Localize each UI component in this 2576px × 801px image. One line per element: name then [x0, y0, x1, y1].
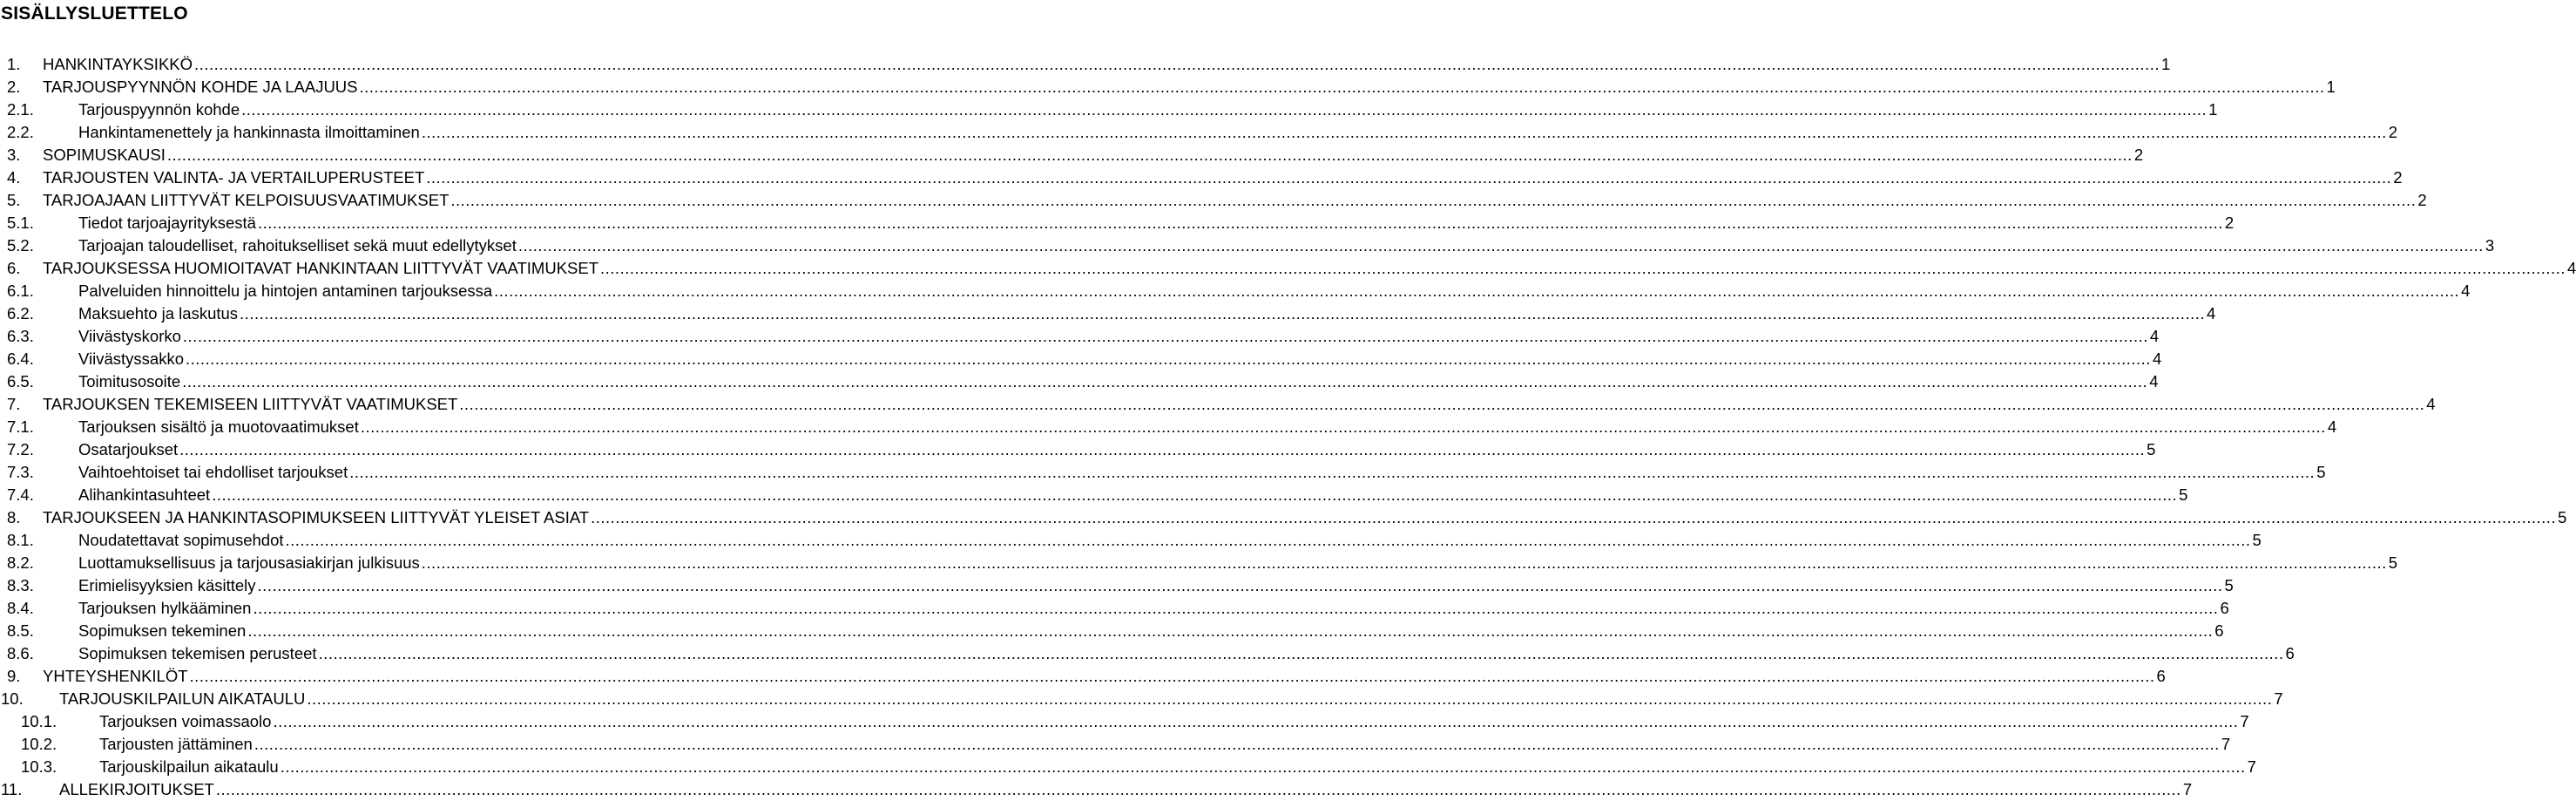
- toc-dot-leader: ................................................................................................................................................................................................................................................................................................................................................................................................................: [450, 191, 2417, 209]
- toc-entry-page: 2: [2224, 214, 2235, 232]
- toc-entry-page: 2: [2388, 123, 2398, 141]
- toc-entry-number: 10.2.: [21, 735, 57, 753]
- toc-entry-title: Viivästyskorko: [78, 325, 183, 348]
- toc-entry-page: 6: [2285, 644, 2295, 662]
- toc-entry-title: Palveluiden hinnoittelu ja hintojen antaminen tarjouksessa: [78, 280, 494, 302]
- toc-entry-number: 2.1.: [7, 100, 34, 119]
- toc-entry-title: Sopimuksen tekemisen perusteet: [78, 642, 319, 665]
- toc-entry-number: 6.1.: [7, 282, 34, 300]
- toc-dot-leader: ................................................................................................................................................................................................................................................................................................................................................................................................................: [212, 485, 2178, 504]
- toc-entry[interactable]: [0, 529, 2262, 552]
- toc-dot-leader: ................................................................................................................................................................................................................................................................................................................................................................................................................: [182, 327, 2148, 345]
- toc-entry-page: 1: [2208, 100, 2218, 119]
- toc-entry-title: Maksuehto ja laskutus: [78, 302, 240, 325]
- toc-entry-number: 5.: [7, 191, 21, 209]
- toc-dot-leader: ................................................................................................................................................................................................................................................................................................................................................................................................................: [185, 350, 2151, 368]
- toc-dot-leader: ................................................................................................................................................................................................................................................................................................................................................................................................................: [215, 780, 2181, 798]
- toc-entry-number: 11.: [1, 780, 23, 798]
- toc-entry-number: 10.1.: [21, 712, 57, 730]
- toc-entry[interactable]: [0, 733, 2231, 756]
- toc-dot-leader: ................................................................................................................................................................................................................................................................................................................................................................................................................: [273, 712, 2239, 730]
- toc-entry-title: Luottamuksellisuus ja tarjousasiakirjan julkisuus: [78, 552, 422, 574]
- toc-entry-number: 2.2.: [7, 123, 34, 141]
- toc-entry-number: 8.4.: [7, 599, 34, 617]
- table-of-contents: [0, 53, 2576, 801]
- toc-entry-title: TARJOUKSESSA HUOMIOITAVAT HANKINTAAN LIITTYVÄT VAATIMUKSET: [43, 257, 600, 280]
- toc-entry-page: 6: [2220, 599, 2229, 617]
- toc-dot-leader: ................................................................................................................................................................................................................................................................................................................................................................................................................: [494, 282, 2460, 300]
- toc-entry[interactable]: [0, 688, 2283, 710]
- toc-entry-number: 8.5.: [7, 621, 34, 640]
- toc-entry-title: TARJOUKSEN TEKEMISEEN LIITTYVÄT VAATIMUKSET: [43, 393, 459, 416]
- toc-entry-number: 10.3.: [21, 757, 57, 776]
- toc-entry-title: Tarjouksen hylkääminen: [78, 597, 253, 620]
- toc-entry[interactable]: [0, 257, 2576, 280]
- toc-entry-page: 5: [2558, 508, 2567, 526]
- toc-entry-page: 1: [2326, 78, 2336, 96]
- toc-entry-page: 5: [2316, 463, 2326, 481]
- toc-entry-page: 7: [2240, 712, 2249, 730]
- toc-entry-title: TARJOUSTEN VALINTA- JA VERTAILUPERUSTEET: [43, 166, 426, 189]
- toc-entry-page: 2: [2417, 191, 2427, 209]
- toc-dot-leader: ................................................................................................................................................................................................................................................................................................................................................................................................................: [359, 78, 2325, 96]
- toc-entry-page: 7: [2221, 735, 2231, 753]
- toc-entry[interactable]: [0, 506, 2567, 529]
- toc-entry[interactable]: [0, 393, 2436, 416]
- toc-entry-page: 4: [2461, 282, 2471, 300]
- toc-entry[interactable]: [0, 484, 2188, 506]
- toc-entry-number: 6.2.: [7, 304, 34, 322]
- toc-entry-page: 4: [2149, 327, 2160, 345]
- toc-entry[interactable]: [0, 461, 2326, 484]
- toc-entry[interactable]: [0, 348, 2162, 370]
- toc-entry[interactable]: [0, 438, 2156, 461]
- toc-dot-leader: ................................................................................................................................................................................................................................................................................................................................................................................................................: [307, 689, 2273, 708]
- toc-dot-leader: ................................................................................................................................................................................................................................................................................................................................................................................................................: [253, 599, 2219, 617]
- toc-dot-leader: ................................................................................................................................................................................................................................................................................................................................................................................................................: [240, 304, 2206, 322]
- toc-entry[interactable]: [0, 325, 2160, 348]
- toc-entry-page: 2: [2133, 146, 2144, 164]
- toc-entry-title: SOPIMUSKAUSI: [43, 144, 167, 166]
- toc-entry-title: TARJOUKSEEN JA HANKINTASOPIMUKSEEN LIITTYVÄT YLEISET ASIAT: [43, 506, 591, 529]
- toc-entry-page: 5: [2388, 553, 2398, 572]
- toc-entry[interactable]: [0, 166, 2403, 189]
- toc-entry[interactable]: [0, 370, 2159, 393]
- toc-entry-title: Sopimuksen tekeminen: [78, 620, 247, 642]
- toc-entry-title: Noudatettavat sopimusehdot: [78, 529, 286, 552]
- toc-entry-title: Erimielisyyksien käsittely: [78, 574, 258, 597]
- toc-entry[interactable]: [0, 189, 2427, 212]
- toc-entry-page: 4: [2327, 417, 2337, 436]
- toc-entry-page: 3: [2485, 236, 2495, 255]
- toc-entry-number: 5.1.: [7, 214, 34, 232]
- toc-entry-page: 7: [2247, 757, 2256, 776]
- toc-entry[interactable]: [0, 212, 2235, 234]
- toc-entry[interactable]: [0, 76, 2336, 98]
- toc-entry-title: HANKINTAYKSIKKÖ: [43, 53, 194, 76]
- toc-entry[interactable]: [0, 620, 2224, 642]
- toc-entry-number: 2.: [7, 78, 21, 96]
- toc-entry-title: Alihankintasuhteet: [78, 484, 212, 506]
- toc-entry-number: 8.1.: [7, 531, 34, 549]
- toc-entry[interactable]: [0, 144, 2144, 166]
- toc-dot-leader: ................................................................................................................................................................................................................................................................................................................................................................................................................: [421, 553, 2387, 572]
- toc-entry-number: 1.: [7, 55, 21, 73]
- toc-dot-leader: ................................................................................................................................................................................................................................................................................................................................................................................................................: [254, 735, 2220, 753]
- toc-entry[interactable]: [0, 574, 2234, 597]
- toc-entry-title: ALLEKIRJOITUKSET: [59, 778, 216, 801]
- toc-dot-leader: ................................................................................................................................................................................................................................................................................................................................................................................................................: [421, 123, 2387, 141]
- toc-dot-leader: ................................................................................................................................................................................................................................................................................................................................................................................................................: [280, 757, 2246, 776]
- toc-dot-leader: ................................................................................................................................................................................................................................................................................................................................................................................................................: [285, 531, 2251, 549]
- toc-entry-page: 5: [2224, 576, 2234, 594]
- toc-entry[interactable]: [0, 280, 2471, 302]
- toc-entry-page: 2: [2393, 168, 2403, 187]
- toc-entry-title: Toimitusosoite: [78, 370, 182, 393]
- toc-entry-title: Hankintamenettely ja hankinnasta ilmoittaminen: [78, 121, 422, 144]
- toc-dot-leader: ................................................................................................................................................................................................................................................................................................................................................................................................................: [194, 55, 2160, 73]
- toc-entry-page: 1: [2161, 55, 2171, 73]
- toc-entry[interactable]: [0, 53, 2171, 76]
- toc-entry-title: Tarjouksen voimassaolo: [99, 710, 273, 733]
- toc-dot-leader: ................................................................................................................................................................................................................................................................................................................................................................................................................: [247, 621, 2214, 640]
- toc-entry-page: 5: [2147, 440, 2156, 458]
- toc-dot-leader: ................................................................................................................................................................................................................................................................................................................................................................................................................: [166, 146, 2133, 164]
- toc-entry-title: Tarjousten jättäminen: [99, 733, 254, 756]
- toc-dot-leader: ................................................................................................................................................................................................................................................................................................................................................................................................................: [349, 463, 2316, 481]
- toc-entry-number: 7.1.: [7, 417, 34, 436]
- toc-entry-page: 4: [2207, 304, 2216, 322]
- toc-entry-page: 7: [2274, 689, 2283, 708]
- toc-entry-title: Tarjouskilpailun aikataulu: [99, 756, 281, 778]
- toc-entry-title: TARJOUSPYYNNÖN KOHDE JA LAAJUUS: [43, 76, 360, 98]
- toc-dot-leader: ................................................................................................................................................................................................................................................................................................................................................................................................................: [459, 395, 2425, 413]
- toc-entry-number: 9.: [7, 667, 21, 685]
- toc-entry[interactable]: [0, 642, 2295, 665]
- toc-entry-page: 4: [2426, 395, 2436, 413]
- toc-entry-title: TARJOUSKILPAILUN AIKATAULU: [59, 688, 307, 710]
- toc-entry-number: 8.2.: [7, 553, 34, 572]
- toc-entry[interactable]: [0, 121, 2398, 144]
- toc-entry[interactable]: [0, 710, 2249, 733]
- toc-entry-page: 7: [2182, 780, 2193, 798]
- toc-entry-number: 6.5.: [7, 372, 34, 390]
- toc-dot-leader: ................................................................................................................................................................................................................................................................................................................................................................................................................: [241, 100, 2208, 119]
- toc-entry-number: 4.: [7, 168, 21, 187]
- toc-dot-leader: ................................................................................................................................................................................................................................................................................................................................................................................................................: [182, 372, 2148, 390]
- toc-entry[interactable]: [0, 416, 2337, 438]
- toc-entry-title: Tarjouspyynnön kohde: [78, 98, 241, 121]
- toc-entry-page: 4: [2566, 259, 2576, 277]
- toc-dot-leader: ................................................................................................................................................................................................................................................................................................................................................................................................................: [257, 214, 2223, 232]
- toc-entry-page: 4: [2149, 372, 2159, 390]
- toc-entry-title: Tiedot tarjoajayrityksestä: [78, 212, 258, 234]
- toc-entry-title: YHTEYSHENKILÖT: [43, 665, 190, 688]
- toc-dot-leader: ................................................................................................................................................................................................................................................................................................................................................................................................................: [257, 576, 2223, 594]
- toc-entry-page: 5: [2252, 531, 2262, 549]
- toc-entry[interactable]: [0, 756, 2256, 778]
- toc-entry-title: Tarjoajan taloudelliset, rahoitukselliset sekä muut edellytykset: [78, 234, 518, 257]
- toc-dot-leader: ................................................................................................................................................................................................................................................................................................................................................................................................................: [600, 259, 2566, 277]
- toc-entry-number: 8.3.: [7, 576, 34, 594]
- toc-entry-number: 6.: [7, 259, 21, 277]
- toc-entry-number: 7.: [7, 395, 21, 413]
- toc-entry-number: 7.3.: [7, 463, 34, 481]
- toc-entry[interactable]: [0, 597, 2229, 620]
- toc-entry-page: 6: [2156, 667, 2166, 685]
- toc-entry-number: 7.2.: [7, 440, 34, 458]
- toc-dot-leader: ................................................................................................................................................................................................................................................................................................................................................................................................................: [179, 440, 2146, 458]
- toc-entry-title: Viivästyssakko: [78, 348, 186, 370]
- toc-entry-title: Vaihtoehtoiset tai ehdolliset tarjoukset: [78, 461, 349, 484]
- toc-dot-leader: ................................................................................................................................................................................................................................................................................................................................................................................................................: [318, 644, 2284, 662]
- toc-entry-title: Tarjouksen sisältö ja muotovaatimukset: [78, 416, 361, 438]
- toc-entry-page: 4: [2152, 350, 2162, 368]
- page-title: SISÄLLYSLUETTELO: [1, 3, 188, 24]
- toc-dot-leader: ................................................................................................................................................................................................................................................................................................................................................................................................................: [517, 236, 2484, 255]
- toc-entry-page: 6: [2214, 621, 2224, 640]
- toc-entry[interactable]: [0, 302, 2216, 325]
- toc-entry[interactable]: [0, 98, 2218, 121]
- toc-entry-number: 5.2.: [7, 236, 34, 255]
- toc-entry[interactable]: [0, 552, 2398, 574]
- toc-entry[interactable]: [0, 234, 2495, 257]
- toc-dot-leader: ................................................................................................................................................................................................................................................................................................................................................................................................................: [360, 417, 2326, 436]
- toc-entry-title: Osatarjoukset: [78, 438, 179, 461]
- toc-dot-leader: ................................................................................................................................................................................................................................................................................................................................................................................................................: [591, 508, 2557, 526]
- toc-entry[interactable]: [0, 778, 2193, 801]
- toc-entry-number: 8.: [7, 508, 21, 526]
- toc-entry-number: 7.4.: [7, 485, 34, 504]
- toc-entry-title: TARJOAJAAN LIITTYVÄT KELPOISUUSVAATIMUKSET: [43, 189, 450, 212]
- toc-entry-number: 8.6.: [7, 644, 34, 662]
- toc-entry-number: 3.: [7, 146, 21, 164]
- toc-entry-number: 6.3.: [7, 327, 34, 345]
- toc-dot-leader: ................................................................................................................................................................................................................................................................................................................................................................................................................: [189, 667, 2155, 685]
- toc-entry[interactable]: [0, 665, 2166, 688]
- toc-entry-number: 6.4.: [7, 350, 34, 368]
- toc-entry-page: 5: [2179, 485, 2188, 504]
- toc-entry-number: 10.: [1, 689, 24, 708]
- toc-dot-leader: ................................................................................................................................................................................................................................................................................................................................................................................................................: [426, 168, 2392, 187]
